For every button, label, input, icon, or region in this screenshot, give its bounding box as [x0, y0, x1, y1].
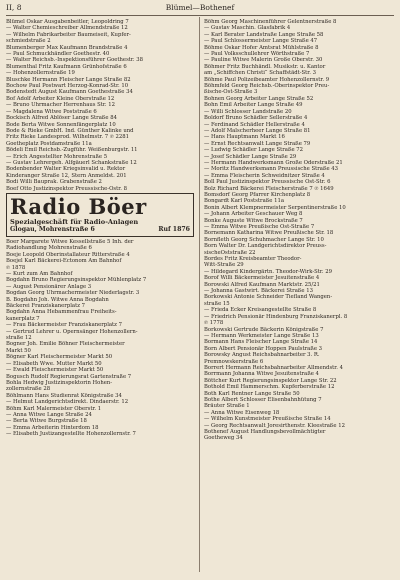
directory-entry: Boldorf Bruno Schädler Sellerstraße 4	[204, 115, 308, 122]
ad-title: Radio Böer	[10, 193, 147, 219]
directory-entry: Bögner Karl Fleischermeister Markt 50	[6, 354, 113, 361]
directory-entry: — Pauline Witwe Malerin Große Oberstr. 30	[204, 57, 323, 64]
page-title: Blümel—Bothenef	[165, 3, 235, 12]
directory-entry: — Kurt zum Am Bahnhof	[6, 271, 73, 277]
directory-entry: — Willi Schlosser Landstraße 20	[204, 108, 292, 115]
directory-entry: Bohla Hedwig Justizinspektorin Hohen-	[6, 379, 113, 386]
directory-entry: — Emma Fleischerin Schweidnitzer Straße 4	[204, 172, 325, 179]
directory-entry: — Magdalena Witwe Poststraße 6	[6, 108, 97, 115]
directory-entry: — Ludwig Schädler Lange Straße 72	[204, 147, 304, 154]
left-entries-top	[6, 19, 194, 192]
directory-entry: sischeOststraße 22	[204, 249, 256, 256]
directory-entry: — Georg Rechtsanwalt Joresirthenstr. Kleestraße 12	[204, 422, 345, 429]
directory-entry: — Karl Berater Landstraße Lange Straße 58	[204, 31, 324, 38]
radio-boer-advertisement	[6, 193, 194, 237]
directory-entry: — Ferdinand Schädler Hellerstraße 4	[204, 121, 305, 128]
left-column	[6, 19, 194, 438]
directory-entry: Bomsdorf Georg Pfarrer Kirchenplatz 8	[204, 191, 311, 198]
directory-entry: Bluschke Hermann Fleischer Lange Straße 82	[6, 76, 131, 83]
directory-entry: Bongardt Karl Poststraße 11a	[204, 198, 284, 205]
directory-entry: Bodenbender Walter Kriegsinvalid u. Rektor	[6, 166, 126, 173]
directory-entry: — August Pensionärer Anlage 3	[6, 283, 92, 290]
directory-entry: Borrert Hermann Reichsbahnarbeiter Allmendstr. 4	[204, 364, 343, 371]
directory-entry: — Paul Volksschullehrer Wörthstraße 7	[204, 51, 310, 58]
directory-entry: B. Bogdahn Joh. Witwe Anna Bogdahn	[6, 296, 109, 303]
directory-entry: — Anna Witwe Lange Straße 24	[6, 411, 92, 418]
directory-entry: Blumenthal Fritz Kaufmann Grünhofstraße 6	[6, 63, 127, 70]
directory-entry: Born Walter Dr. Landgerichtsdirektor Preuss-	[204, 243, 327, 250]
directory-entry: Radiohandlung Mohrenstraße 6	[6, 245, 92, 252]
directory-entry: Bornfleth Georg Schuhmacher Lange Str. 10	[204, 236, 324, 243]
directory-entry: Blümel Oskar Ausgabenbeitler, Leopoldring 7	[6, 19, 129, 25]
directory-entry: Bogdan Georg Uhrmachermeister Niederlagstr. 3	[6, 290, 140, 297]
directory-entry: — Hans Hauptmann Markt 16	[204, 134, 285, 141]
directory-entry: Blumenberger Max Kaufmann Brandstraße 4	[6, 44, 128, 51]
directory-entry: Böhmfeld Georg Reichsb.-Oberinspektor Preu-	[204, 83, 330, 90]
directory-entry: Böttcher Kurt Regierungsinspektor Lange Str. 22	[204, 377, 337, 384]
directory-entry: Boejel Karl Bäckerei-Ectonom Am Bahnhof	[6, 258, 122, 265]
directory-entry: Bogner Joh. Emilie Böhner Fleischermeister	[6, 341, 125, 348]
directory-entry: — Hermann Handwerksmann Große Oderstraße 21	[204, 159, 343, 166]
directory-entry: Bodenstedt August Kaufmann Goethestraße 34	[6, 89, 133, 96]
directory-entry: — Elisabeth Wwe. Mutter Markt 50	[6, 360, 102, 367]
right-entries	[204, 19, 392, 442]
directory-entry: Boll Paul Justizinspektor Preussische Ost-Str. 6	[204, 179, 331, 186]
page-header	[6, 3, 394, 15]
directory-entry: — Berta Witwe Burgstraße 18	[6, 418, 87, 425]
directory-entry: — Moritz Handwerksmann Preussische Straße 43	[204, 166, 339, 173]
ad-tagline: Spezialgeschäft für Radio-Anlagen	[10, 217, 139, 226]
directory-entry: Böhlmann Hans Studienrat Königstraße 34	[6, 392, 122, 399]
directory-entry: Borkowski Antonie Schneider Tiefland Wangen-	[204, 294, 333, 301]
directory-entry: — Wilhelm Kunstmeister Preußische Straße 14	[204, 416, 331, 423]
directory-entry: Bodi Willi Bauprak. Grabenstraße 2	[6, 179, 102, 186]
directory-entry: Bohnen Georg Arbeiter Lange Straße 52	[204, 95, 314, 102]
directory-entry: Bormann Hans Fleischer Lange Straße 14	[204, 339, 318, 346]
directory-entry: — Friedrich Pensionär Hindenburg Franziskanerpl. 8	[204, 313, 348, 320]
directory-entry: kanerplatz 7	[6, 315, 40, 322]
directory-entry: Bothenef August Handlungsbevollmächtigter	[204, 429, 326, 435]
directory-entry: Borof Willi Bäckermeister Jesuitenstraße 4	[204, 275, 320, 282]
directory-entry: Bode Berta Witwe Sonnenfängerplatz 10	[6, 121, 116, 128]
directory-entry: Both Karl Rentner Lange Straße 50	[204, 390, 300, 397]
directory-entry: Born Albert Pensionär Hoppen Paulstraße 3	[204, 345, 323, 352]
directory-entry: straße 12	[6, 335, 32, 342]
directory-entry: Witt-Straße 29	[204, 262, 244, 269]
directory-entry: — Ewald Fleischermeister Markt 50	[6, 367, 104, 374]
directory-entry: — Bruno Uhrmacher Herrenhaus Str. 12	[6, 102, 115, 109]
directory-entry: Böhm Karl Malermeister Oberstr. 1	[6, 405, 102, 412]
directory-entry: Boer Margarete Witwe Kessellstraße 5 Inh. der	[6, 238, 134, 245]
ad-phone: Ruf 1876	[158, 225, 190, 233]
directory-entry: schmiedstraße 2	[6, 38, 51, 45]
directory-entry: Bohn Emil Arbeiter Lange Straße 49	[204, 102, 303, 109]
directory-entry: — Adolf Malscherheer Lange Straße 81	[204, 127, 311, 134]
directory-entry: Bödeli Emil Reichsb.-Zugführ. Weißenburgstr. 11	[6, 147, 138, 154]
directory-entry: Boeje Leopold Oberinstallateur Ritterstraße 4	[6, 251, 130, 258]
directory-entry: straße 15	[204, 300, 230, 307]
directory-entry: — Gustav Lehrergeh. Alfgäuerl Schankstraße 12	[6, 159, 137, 166]
directory-entry: — Emma Arbeiterin Hinterdom 18	[6, 424, 99, 431]
directory-entry: — Erich Angestellter Mohrenstraße 5	[6, 153, 108, 160]
directory-entry: ßische-Ost-Straße 3	[204, 89, 258, 96]
directory-entry: Bothe Albert Schlosser Elisenbahnhütung 7	[204, 396, 322, 403]
directory-entry: ℗ 1878	[6, 264, 26, 271]
ad-address-line	[10, 226, 190, 234]
directory-entry: Bode & Rieke GmbH. Ind. Günther Kalinke und	[6, 127, 134, 134]
directory-entry: — Helmut Landgerichtsdirekt. Dindaerstr. 12	[6, 399, 129, 406]
directory-entry: — Gustav Maschin. Glasfabrik 4	[204, 25, 291, 32]
directory-entry: Böhme Paul Polizeibeamter Hohenzollernstr. 9	[204, 76, 330, 83]
ad-address: Glogau, Mohrenstraße 6	[10, 225, 95, 233]
directory-entry: — Hohenzollernstraße 19	[6, 70, 75, 77]
directory-entry: Bordes Fritz Kreisbeamter Theodor-	[204, 256, 302, 263]
directory-entry: — Paul Schlossermeister Lange Straße 47	[204, 38, 318, 45]
directory-entry: — Hildegard Kindergärtn. Theodor-Wirk-Str. 29	[204, 268, 332, 275]
directory-entry: Bogdahn Bruno Regierungsinspektor Mühlenplatz 7	[6, 277, 147, 284]
directory-entry: Bogusch Rudolf Regierungsrat Gartenstraße 7	[6, 373, 132, 380]
directory-entry: Bräuter Straße 1	[204, 403, 250, 410]
directory-entry: Bothold Emil Hammerschm. Kupferberstraße 12	[204, 384, 335, 391]
directory-entry: Bonin Albert Klempnermeister Serpentinerstraße 10	[204, 204, 346, 211]
directory-entry: — Josef Schädler Lange Straße 29	[204, 153, 297, 160]
directory-entry: ℗ 1778	[204, 320, 224, 327]
directory-entry: Böhmer Fritz Buchhändl. Musikstr. u. Kantor	[204, 63, 326, 70]
directory-entry: — Walter Reichsb.-Inspektionsführer Goethestr. 38	[6, 57, 143, 64]
directory-entry: Bockisch Alfred Ablöser Lange Straße 84	[6, 115, 117, 122]
directory-entry: zollernstraße 28	[6, 386, 51, 393]
directory-entry: Böhme Oskar Hofer Amtsrat Mühlstraße 8	[204, 44, 319, 51]
page-number: II, 8	[6, 3, 22, 12]
directory-entry: — Ernst Rechtsanwalt Lange Straße 79	[204, 140, 311, 147]
directory-entry: Bolz Richard Bäckerei Fleischerstraße 7 ℗ 1649	[204, 185, 334, 192]
directory-entry: — Anna Witwe Eisenweg 18	[204, 409, 280, 416]
directory-entry: Fritz Rieke Landesprod. Wilhelmstr. 7 ℗ 2281	[6, 134, 129, 141]
directory-entry: — Gertrud Lehrer u. Opernsänger Hohenzollern-	[6, 328, 138, 335]
directory-entry: — Frau Bäckermeister Franziskanerplatz 7	[6, 322, 123, 329]
directory-entry: Goetheplatz Postdamstraße 11a	[6, 140, 92, 147]
directory-entry: — Johanna Gastwirt. Bäckerei Straße 13	[204, 288, 313, 295]
directory-entry: Bornemann Katharina Witwe Preußische Str. 18	[204, 230, 334, 237]
directory-entry: Markt 50	[6, 347, 31, 354]
directory-entry: Kinderanger Straße 12, Stern Anmeldst. 201	[6, 172, 127, 179]
directory-entry: Bogdahn Anna Hebammenfrau Freiheits-	[6, 309, 117, 316]
directory-entry: — Wilhelm Fabrikarbeiter Baumeiseit, Kupfer-	[6, 31, 131, 38]
directory-entry: Böhm Georg Maschinenführer Gelentnerstraße 8	[204, 19, 337, 25]
left-entries-bottom	[6, 239, 194, 438]
directory-entry: Borrmann Johanna Witwe Jesuitenstraße 4	[204, 371, 319, 378]
directory-entry: — Hermann Werkmeister Lange Straße 13	[204, 332, 319, 339]
directory-entry: Boef Otto Justizinspektor Preussische-Ostr. 8	[6, 185, 127, 192]
directory-entry: Borowsky Angust Reichsbahnarbeiter 3. R.	[204, 352, 320, 359]
header-rule	[6, 15, 394, 16]
directory-entry: — Emma Witwe Preußische Ost-Straße 7	[204, 224, 315, 230]
directory-entry: Goetheweg 34	[204, 435, 243, 442]
directory-entry: — Walter Chemieschreiber Allmendstraße 12	[6, 25, 128, 32]
directory-entry: Bochow Paul Postwart Herzog-Konrad-Str. 10	[6, 83, 129, 90]
directory-entry: am „Schiffchen Christi“ Schaffstädt-Str. 3	[204, 70, 316, 77]
directory-entry: Premnowskerstraße 6	[204, 358, 264, 365]
directory-entry: Bonke Auguste Witwe Brockstraße 7	[204, 217, 303, 224]
directory-entry: Bof Adolf Arbeiter Kleine Oberstraße 12	[6, 95, 115, 102]
directory-entry: — Paul Schmuckhändler Goethestr. 40	[6, 51, 110, 58]
directory-entry: Borkowski Gertrude Bäckerin Königstraße 7	[204, 326, 324, 333]
right-column	[204, 19, 392, 442]
directory-entry: Borowski Alfred Kaufmann Marktstr. 25/21	[204, 281, 320, 288]
directory-entry: Bäckerei Franziskanerplatz 7	[6, 303, 86, 310]
column-divider	[199, 17, 200, 572]
directory-entry: — Elisabeth Justizangestellte Hohenzollernstr. 7	[6, 431, 136, 438]
directory-entry: — Frieda Ecker Kreisangestellte Straße 8	[204, 307, 317, 314]
directory-entry: — Johann Arbeiter Geschauer Weg 8	[204, 211, 303, 218]
